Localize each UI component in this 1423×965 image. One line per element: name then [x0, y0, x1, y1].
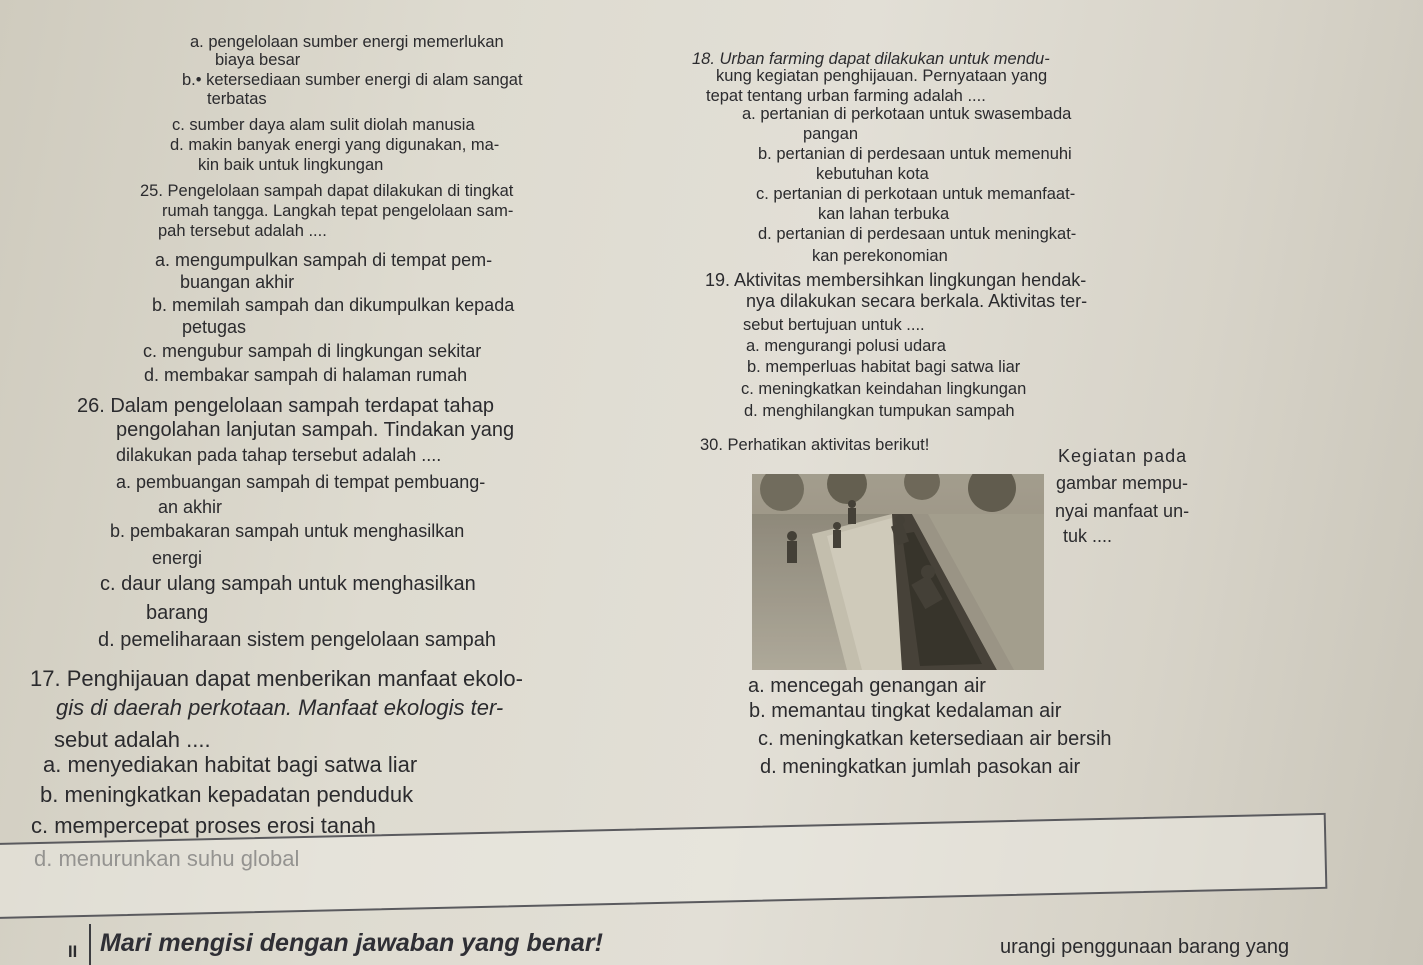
q19-option-d: d. menghilangkan tumpukan sampah: [744, 402, 1015, 420]
q30-side-line2: gambar mempu-: [1056, 473, 1189, 493]
section-partial-text: urangi penggunaan barang yang: [1000, 936, 1290, 958]
q25-option-a-line2: buangan akhir: [180, 272, 295, 292]
q16-option-d-line1: d. makin banyak energi yang digunakan, ma-: [170, 136, 500, 154]
activity-photo: [752, 474, 1044, 670]
q19-stem-line3: sebut bertujuan untuk ....: [743, 316, 925, 334]
q17-option-b: b. meningkatkan kepadatan penduduk: [40, 782, 414, 807]
q26-option-a-line2: an akhir: [158, 497, 223, 517]
q25-option-b-line2: petugas: [182, 317, 247, 337]
q18-option-a-line1: a. pertanian di perkotaan untuk swasembada: [742, 105, 1072, 123]
q16-option-b-line2: terbatas: [207, 90, 267, 108]
q26-option-b-line2: energi: [152, 548, 203, 568]
q30-side-line4: tuk ....: [1063, 526, 1113, 546]
q30-option-c: c. meningkatkan ketersediaan air bersih: [758, 728, 1112, 750]
q26-option-b-line1: b. pembakaran sampah untuk menghasilkan: [110, 521, 465, 541]
q16-option-c: c. sumber daya alam sulit diolah manusia: [172, 116, 475, 134]
q17-option-c: c. mempercepat proses erosi tanah: [31, 813, 376, 838]
q18-stem-line3: tepat tentang urban farming adalah ....: [706, 87, 986, 105]
activity-photo-drawing: [752, 474, 1044, 670]
q25-option-d: d. membakar sampah di halaman rumah: [144, 365, 468, 385]
q26-option-c-line2: barang: [146, 602, 209, 624]
q26-stem-line2: pengolahan lanjutan sampah. Tindakan yang: [116, 419, 515, 441]
q18-option-d-line1: d. pertanian di perdesaan untuk meningkat-: [758, 225, 1077, 243]
q30-side-line3: nyai manfaat un-: [1055, 501, 1190, 521]
q17-stem-line2: gis di daerah perkotaan. Manfaat ekologis ter-: [56, 695, 504, 720]
q19-stem-line1: 19. Aktivitas membersihkan lingkungan hendak-: [705, 270, 1087, 290]
q18-option-c-line2: kan lahan terbuka: [818, 205, 950, 223]
q19-stem-line2: nya dilakukan secara berkala. Aktivitas ter-: [746, 291, 1088, 311]
q18-option-d-line2: kan perekonomian: [812, 247, 948, 265]
q26-option-a-line1: a. pembuangan sampah di tempat pembuang-: [116, 472, 486, 492]
section-title: Mari mengisi dengan jawaban yang benar!: [100, 929, 603, 957]
q18-stem-line2: kung kegiatan penghijauan. Pernyataan yang: [716, 67, 1048, 85]
section-number: II: [68, 943, 78, 961]
q30-stem: 30. Perhatikan aktivitas berikut!: [700, 436, 930, 454]
q16-option-a-line1: a. pengelolaan sumber energi memerlukan: [190, 33, 504, 51]
q25-stem-line2: rumah tangga. Langkah tepat pengelolaan sam-: [162, 202, 514, 220]
q16-option-a-line2: biaya besar: [215, 51, 301, 69]
q25-option-b-line1: b. memilah sampah dan dikumpulkan kepada: [152, 295, 515, 315]
q18-option-b-line1: b. pertanian di perdesaan untuk memenuhi: [758, 145, 1072, 163]
q30-side-line1: Kegiatan pada: [1058, 446, 1188, 466]
q16-option-b-line1: b.• ketersediaan sumber energi di alam sangat: [182, 71, 523, 89]
q26-option-c-line1: c. daur ulang sampah untuk menghasilkan: [100, 573, 476, 595]
q17-stem-line1: 17. Penghijauan dapat menberikan manfaat ekolo-: [30, 666, 523, 691]
q18-option-c-line1: c. pertanian di perkotaan untuk memanfaat-: [756, 185, 1076, 203]
q17-option-a: a. menyediakan habitat bagi satwa liar: [43, 752, 418, 777]
q19-option-b: b. memperluas habitat bagi satwa liar: [747, 358, 1021, 376]
q19-option-c: c. meningkatkan keindahan lingkungan: [741, 380, 1027, 398]
q26-stem-line1: 26. Dalam pengelolaan sampah terdapat tahap: [77, 395, 494, 417]
q26-option-d: d. pemeliharaan sistem pengelolaan sampah: [98, 629, 497, 651]
q30-option-d: d. meningkatkan jumlah pasokan air: [760, 756, 1081, 778]
q19-option-a: a. mengurangi polusi udara: [746, 337, 946, 355]
q18-option-b-line2: kebutuhan kota: [816, 165, 929, 183]
q26-stem-line3: dilakukan pada tahap tersebut adalah ....: [116, 445, 442, 465]
q25-stem-line1: 25. Pengelolaan sampah dapat dilakukan di tingkat: [140, 182, 514, 200]
q25-stem-line3: pah tersebut adalah ....: [158, 222, 327, 240]
q16-option-d-line2: kin baik untuk lingkungan: [198, 156, 384, 174]
section-divider: [89, 924, 91, 965]
q17-stem-line3: sebut adalah ....: [54, 727, 211, 752]
q18-option-a-line2: pangan: [803, 125, 859, 143]
q18-stem-line1: 18. Urban farming dapat dilakukan untuk mendu-: [692, 50, 1050, 68]
q30-option-b: b. memantau tingkat kedalaman air: [749, 700, 1062, 722]
q30-option-a: a. mencegah genangan air: [748, 675, 986, 697]
q25-option-a-line1: a. mengumpulkan sampah di tempat pem-: [155, 250, 493, 270]
q25-option-c: c. mengubur sampah di lingkungan sekitar: [143, 341, 482, 361]
